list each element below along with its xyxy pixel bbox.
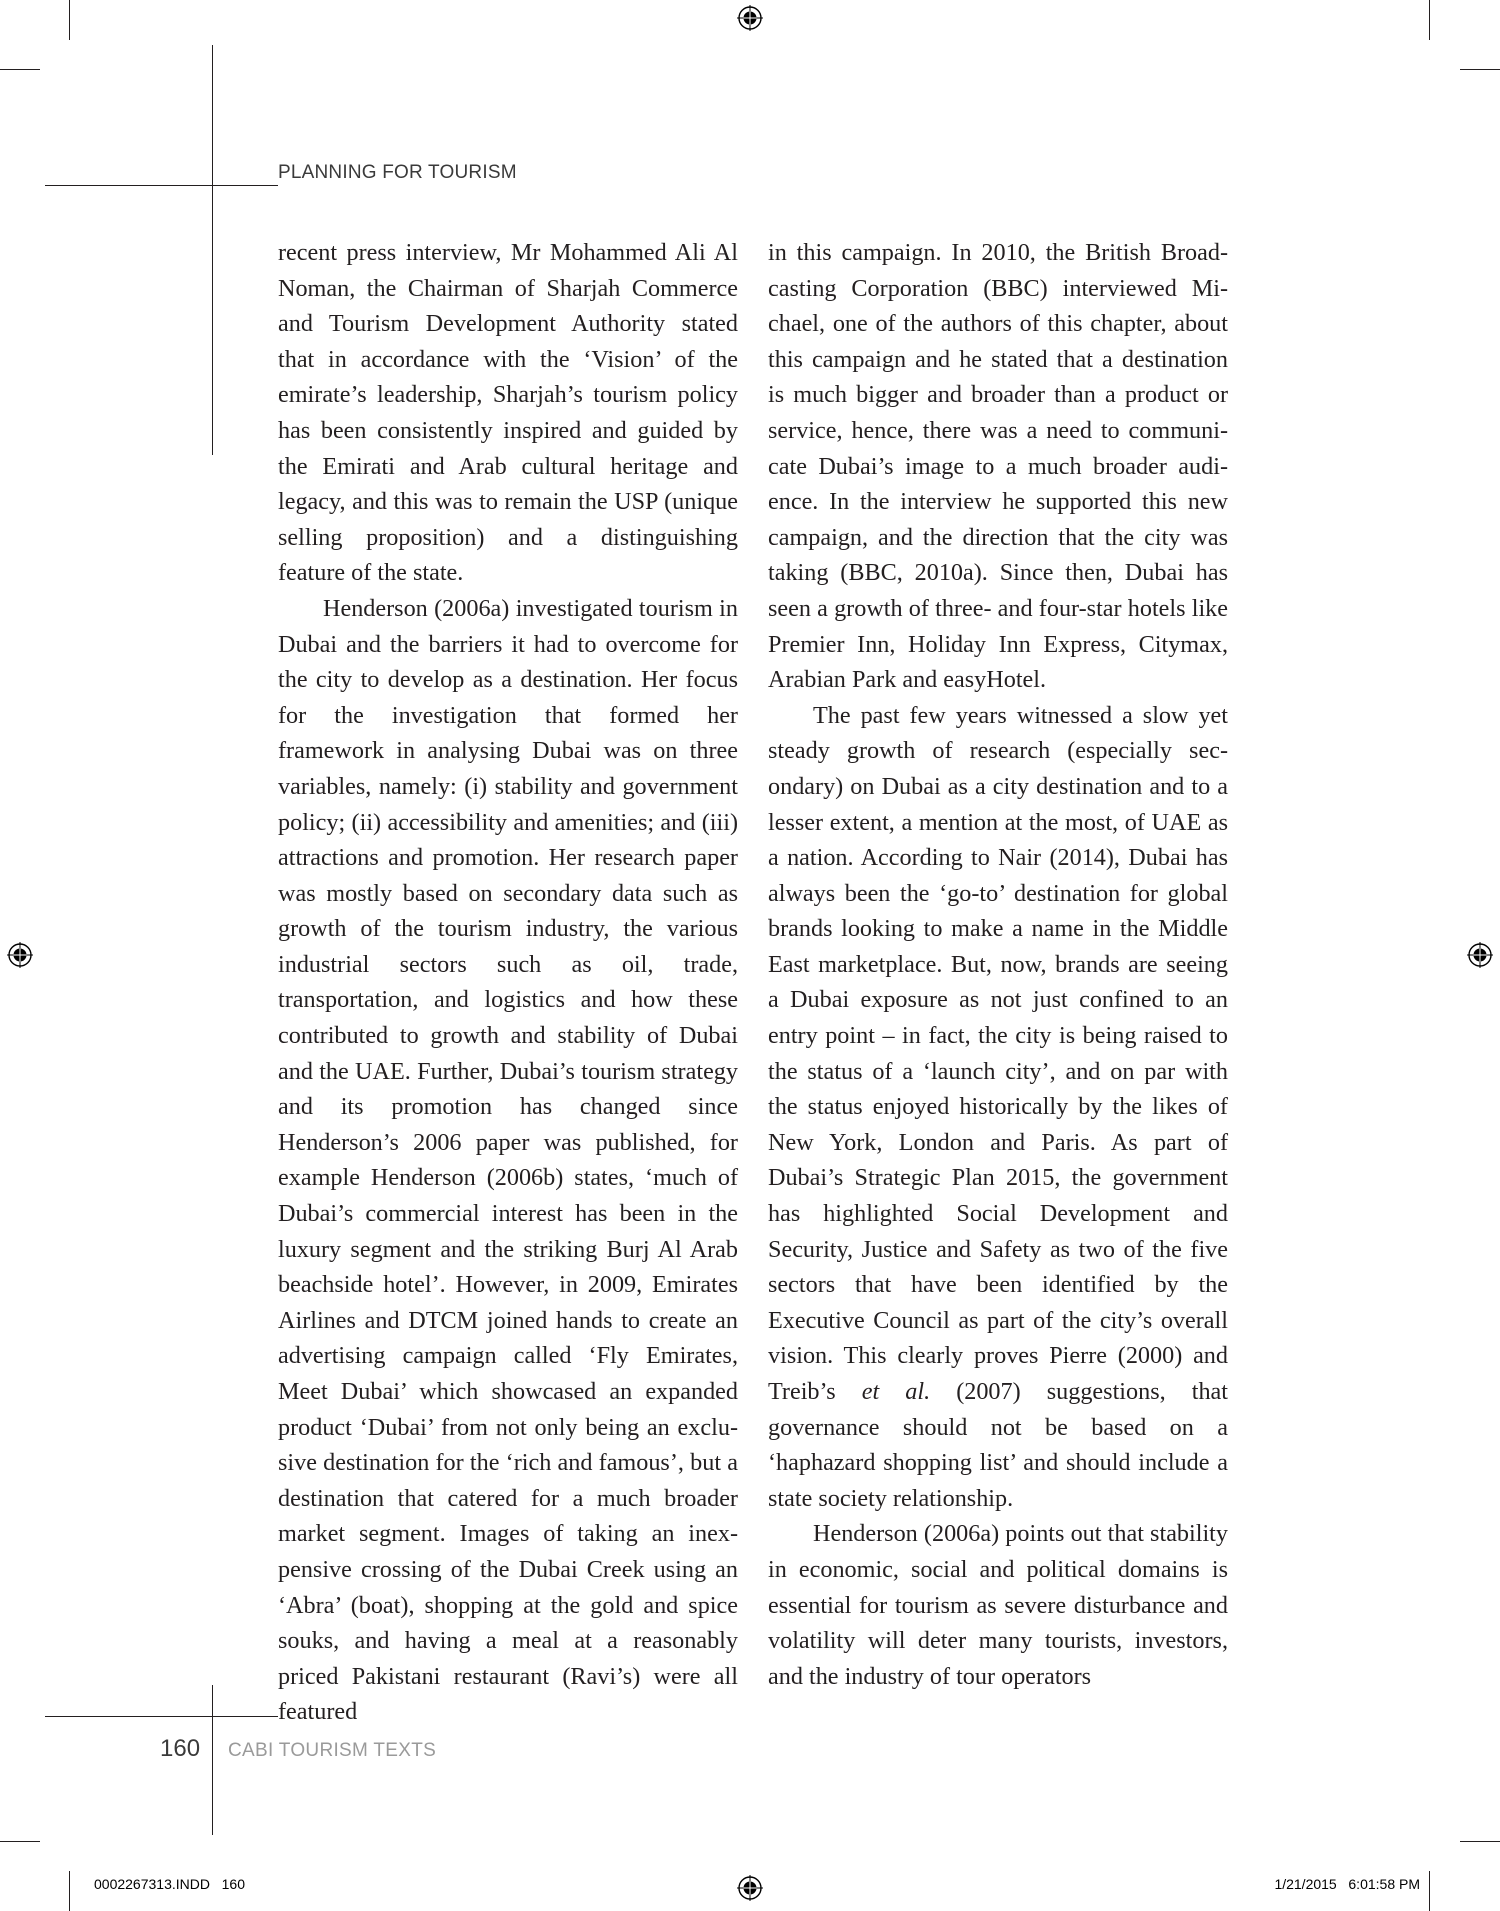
running-header: PLANNING FOR TOURISM (278, 162, 517, 183)
page-number: 160 (160, 1735, 201, 1762)
header-vertical-rule (212, 45, 213, 455)
right-column (768, 235, 1228, 1694)
slug-timestamp: 1/21/2015 6:01:58 PM (1274, 1876, 1420, 1892)
crop-mark (0, 1841, 40, 1842)
paragraph: in this campaign. In 2010, the British Broadcasting Corporation (BBC) interviewed Michael, one of the authors of this chapter, about this campaign and he stated that a destination is much bigger and broader than a product or service, hence, there was a need to communicate Dubai’s image to a much broader audience. In the interview he supported this new campaign, and the direction that the city was taking (BBC, 2010a). Since then, Dubai has seen a growth of three- and four-star hotels like Premier Inn, Holiday Inn Express, Citymax, Arabian Park and easyHotel. (768, 239, 1228, 694)
header-horizontal-rule (45, 185, 278, 186)
registration-mark-icon (737, 5, 763, 31)
crop-mark (1460, 1841, 1500, 1842)
paragraph-text-tail: (2007) suggestions, that governance should not be based on a ‘haphazard shopping list’ and should include a state society relationship. (768, 1378, 1228, 1512)
paragraph: Henderson (2006a) points out that stability in economic, social and political domains is essential for tourism as severe disturbance and volatility will deter many tourists, investors, and the industry of tour operators (768, 1520, 1228, 1690)
registration-mark-icon (1467, 942, 1493, 968)
paragraph: recent press interview, Mr Mohammed Ali Al Noman, the Chairman of Sharjah Commerce and Tourism Development Authority stated that in accordance with the ‘Vision’ of the emirate’s leadership, Sharjah’s tourism policy has been consistently inspired and guided by the Emirati and Arab cultural heritage and legacy, and this was to remain the USP (unique selling proposition) and a distinguishing feature of the state. (278, 239, 738, 587)
slug-filename: 0002267313.INDD 160 (94, 1876, 245, 1892)
crop-mark (1429, 1871, 1430, 1911)
italic-et-al: et al. (861, 1378, 931, 1405)
paragraph (768, 698, 1228, 1517)
registration-mark-icon (737, 1875, 763, 1901)
paragraph: Henderson (2006a) investigated tourism in Dubai and the barriers it had to overcome for the city to develop as a destination. Her focus for the investigation that formed her framework in analysing Dubai was on three variables, namely: (i) stability and government policy; (ii) accessibility and amenities; and (iii) attractions and promotion. Her research paper was mostly based on secondary data such as growth of the tourism industry, the various industrial sectors such as oil, trade, transportation, and logistics and how these contributed to growth and stability of Dubai and the UAE. Further, Dubai’s tourism strategy and its promotion has changed since Henderson’s 2006 paper was published, for example Henderson (2006b) states, ‘much of Dubai’s commercial interest has been in the luxury segment and the striking Burj Al Arab beachside hotel’. However, in 2009, Emirates Airlines and DTCM joined hands to create an advertising campaign called ‘Fly Emirates, Meet Dubai’ which showcased an expanded product ‘Dubai’ from not only being an exclusive destination for the ‘rich and famous’, but a destination that catered for a much broader market segment. Images of taking an inexpensive crossing of the Dubai Creek using an ‘Abra’ (boat), shopping at the gold and spice souks, and having a meal at a reasonably priced Pakistani restaurant (Ravi’s) were all featured (278, 594, 738, 1726)
paragraph-text: The past few years witnessed a slow yet steady growth of research (especially secondary) on Dubai as a city destination and to a lesser extent, a mention at the most, of UAE as a nation. According to Nair (2014), Dubai has always been the ‘go-to’ destination for global brands looking to make a name in the Middle East marketplace. But, now, brands are seeing a Dubai exposure as not just confined to an entry point – in fact, the city is being raised to the status of a ‘launch city’, and on par with the status enjoyed historically by the likes of New York, London and Paris. As part of Dubai’s Strategic Plan 2015, the government has highlighted Social Development and Security, Justice and Safety as two of the five sectors that have been identified by the Executive Council as part of the city’s overall vision. This clearly proves Pierre (2000) and Treib’s (768, 701, 1228, 1405)
footer-vertical-rule (212, 1685, 213, 1835)
crop-mark (0, 69, 40, 70)
crop-mark (1460, 69, 1500, 70)
left-column (278, 235, 738, 1730)
series-title: CABI TOURISM TEXTS (228, 1740, 437, 1761)
crop-mark (1429, 0, 1430, 40)
crop-mark (69, 0, 70, 40)
footer-horizontal-rule (45, 1716, 278, 1717)
registration-mark-icon (7, 942, 33, 968)
crop-mark (69, 1871, 70, 1911)
